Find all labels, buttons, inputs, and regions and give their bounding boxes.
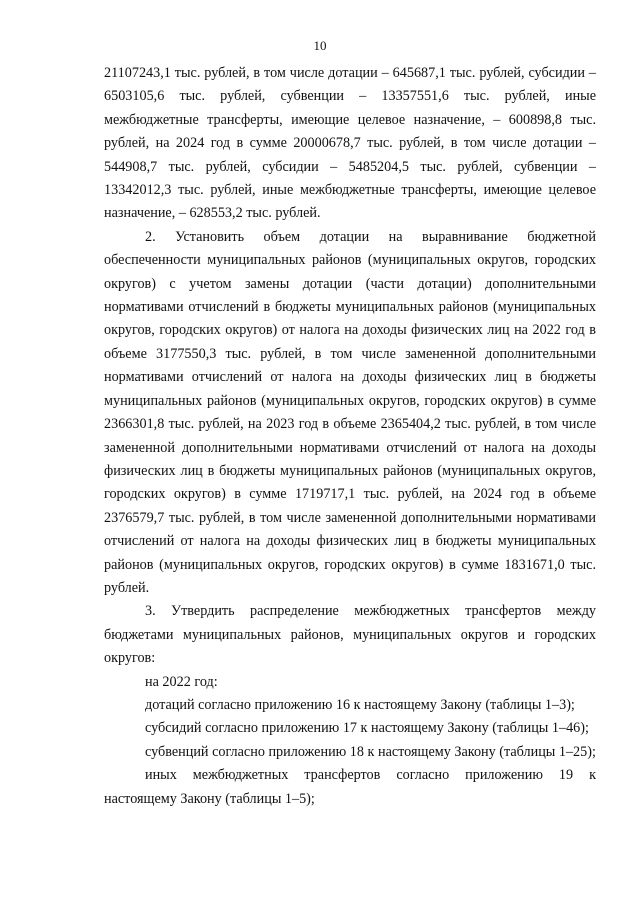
paragraph-continuation: 21107243,1 тыс. рублей, в том числе дотации – 645687,1 тыс. рублей, субсидии – 6503105,6 тыс. рублей, субвенции – 13357551,6 тыс. рублей, иные межбюджетные трансферты, имеющие целевое назначение, – 600898,8 тыс. рублей, на 2024 год в сумме 20000678,7 тыс. рублей, в том числе дотации – 544908,7 тыс. рублей, субсидии – 5485204,5 тыс. рублей, субвенции – 13342012,3 тыс. рублей, иные межбюджетные трансферты, имеющие целевое назначение, – 628553,2 тыс. рублей.: [104, 65, 596, 222]
list-item-subventions: субвенций согласно приложению 18 к настоящему Закону (таблицы 1–25);: [145, 743, 596, 760]
page-number: 10: [313, 38, 327, 53]
paragraph-item-3: 3. Утвердить распределение межбюджетных трансфертов между бюджетами муниципальных районов, муниципальных округов и городских округов:: [104, 603, 596, 667]
list-item-subsidies: субсидий согласно приложению 17 к настоящему Закону (таблицы 1–46);: [145, 720, 589, 737]
paragraph-item-2: 2. Установить объем дотации на выравнивание бюджетной обеспеченности муниципальных районов (муниципальных округов, городских округов) с учетом замены дотации (части дотации) дополнительными нормативами отчислений в бюджеты муниципальных районов (муниципальных округов, городских округов) от налога на доходы физических лиц на 2022 год в объеме 3177550,3 тыс. рублей, в том числе замененной дополнительными нормативами отчислений от налога на доходы физических лиц в бюджеты муниципальных районов (муниципальных округов, городских округов) в сумме 2366301,8 тыс. рублей, на 2023 год в объеме 2365404,2 тыс. рублей, в том числе замененной дополнительными нормативами отчислений от налога на доходы физических лиц в бюджеты муниципальных районов (муниципальных округов, городских округов) в сумме 1719717,1 тыс. рублей, на 2024 год в объеме 2376579,7 тыс. рублей, в том числе замененной дополнительными нормативами отчислений от налога на доходы физических лиц в бюджеты муниципальных районов (муниципальных округов, городских округов) в сумме 1831671,0 тыс. рублей.: [104, 228, 596, 596]
document-body: [104, 62, 596, 811]
list-item-year: на 2022 год:: [145, 673, 218, 690]
list-item-other-transfers: иных межбюджетных трансфертов согласно приложению 19 к настоящему Закону (таблицы 1–5);: [104, 767, 596, 807]
list-item-dotations: дотаций согласно приложению 16 к настоящему Закону (таблицы 1–3);: [145, 696, 575, 713]
